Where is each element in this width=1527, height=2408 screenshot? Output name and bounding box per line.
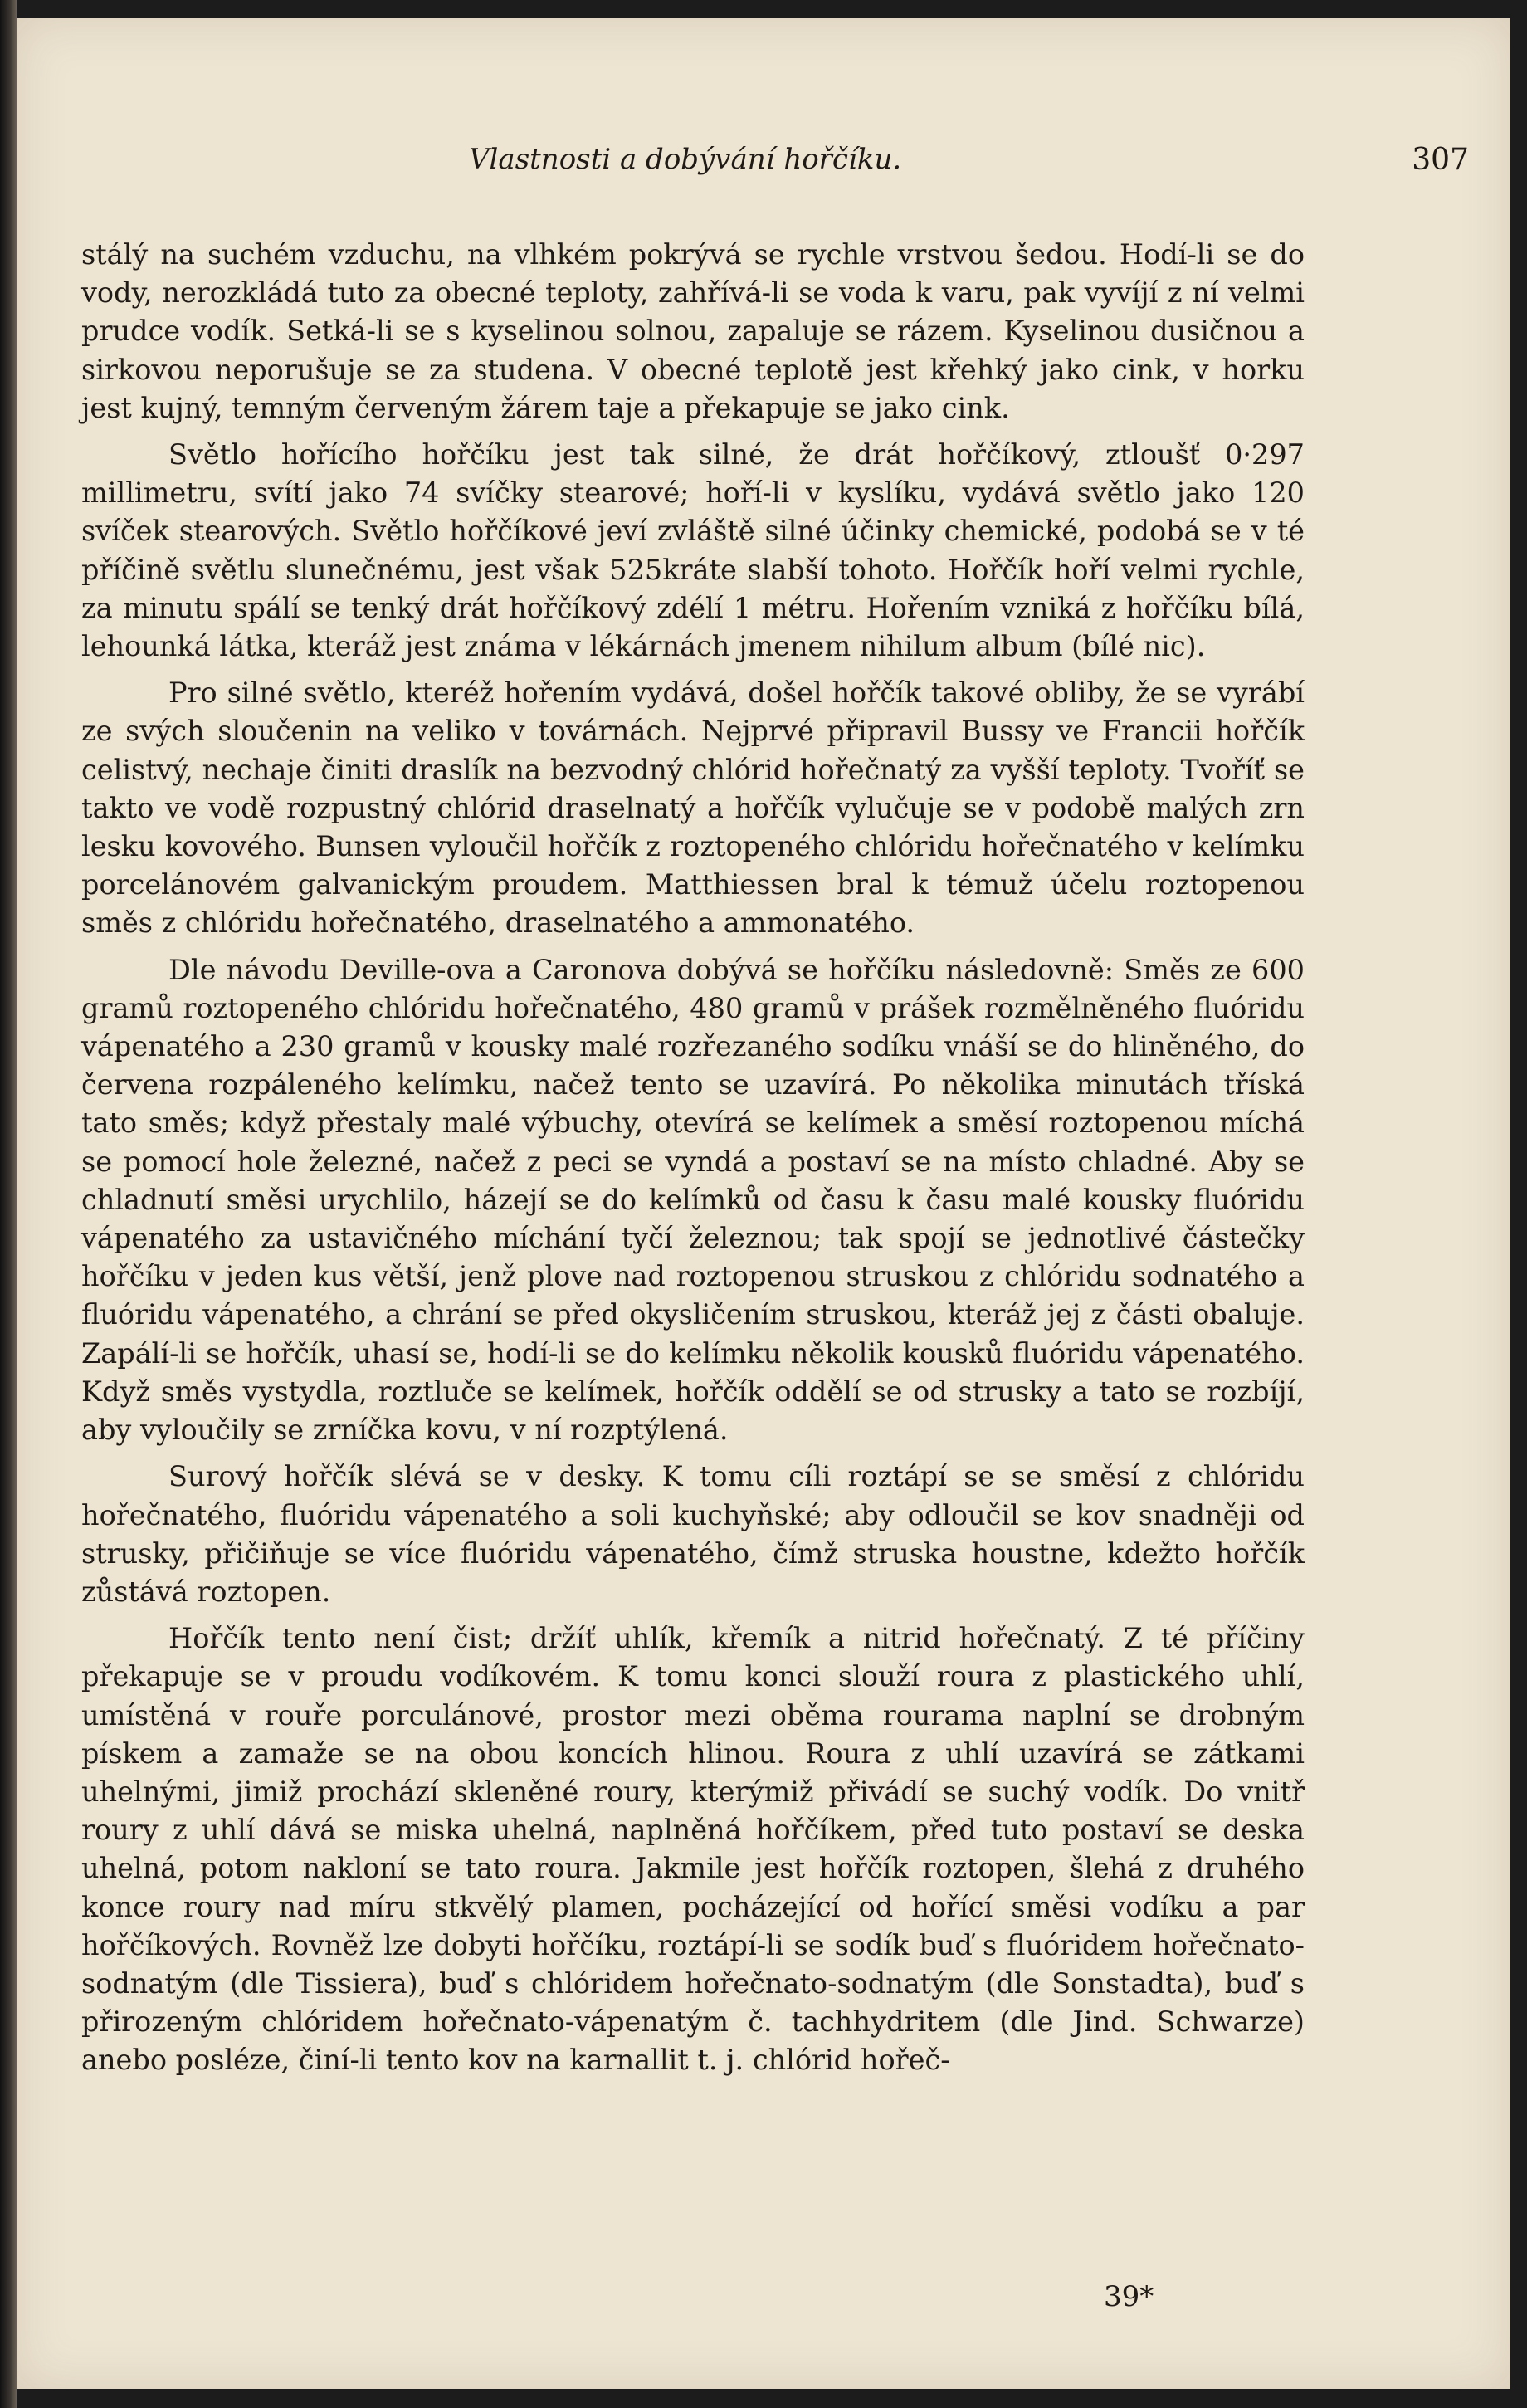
book-page: [17, 18, 1510, 2389]
paragraph-2: Světlo hořícího hořčíku jest tak silné, že drát hořčíkový, ztloušť 0·297 millimetru, svítí jako 74 svíčky stearové; hoří-li v kyslíku, vydává světlo jako 120 svíček stearových. Světlo hořčíkové jeví zvláště silné účinky chemické, podobá se v té příčině světlu slunečnému, jest však 525kráte slabší tohoto. Hořčík hoří velmi rychle, za minutu spálí se tenký drát hořčíkový zdélí 1 métru. Hořením vzniká z hořčíku bílá, lehounká látka, kteráž jest známa v lékárnách jmenem nihilum album (bílé nic).: [81, 438, 1305, 663]
paragraph-4: Dle návodu Deville-ova a Caronova dobývá se hořčíku následovně: Směs ze 600 gramů roztopeného chlóridu hořečnatého, 480 gramů v prášek rozmělněného fluóridu vápenatého a 230 gramů v kousky malé rozřezaného sodíku vnáší se do hliněného, do červena rozpáleného kelímku, načež tento se uzavírá. Po několika minutách tříská tato směs; když přestaly malé výbuchy, otevírá se kelímek a směsí roztopenou míchá se pomocí hole železné, načež z peci se vyndá a postaví se na místo chladné. Aby se chladnutí směsi urychlilo, házejí se do kelímků od času k času malé kousky fluóridu vápenatého za ustavičného míchání tyčí železnou; tak spojí se jednotlivé částečky hořčíku v jeden kus větší, jenž plove nad roztopenou struskou z chlóridu sodnatého a fluóridu vápenatého, a chrání se před okysličením struskou, kteráž jej z části obaluje. Zapálí-li se hořčík, uhasí se, hodí-li se do kelímku několik kousků fluóridu vápenatého. Když směs vystydla, roztluče se kelímek, hořčík oddělí se od strusky a tato se rozbíjí, aby vyloučily se zrníčka kovu, v ní rozptýlená.: [81, 953, 1305, 1447]
page-header: [17, 143, 1510, 193]
body-text: [81, 236, 1305, 2088]
paragraph-1: stálý na suchém vzduchu, na vlhkém pokrývá se rychle vrstvou šedou. Hodí-li se do vody, nerozkládá tuto za obecné teploty, zahřívá-li se voda k varu, pak vyvíjí z ní velmi prudce vodík. Setká-li se s kyselinou solnou, zapaluje se rázem. Kyselinou dusičnou a sirkovou neporušuje se za studena. V obecné teplotě jest křehký jako cink, v horku jest kujný, temným červeným žárem taje a překapuje se jako cink.: [81, 238, 1305, 424]
paragraph-6: Hořčík tento není čist; držíť uhlík, křemík a nitrid hořečnatý. Z té příčiny překapuje se v proudu vodíkovém. K tomu konci slouží roura z plastického uhlí, umístěná v rouře porculánové, prostor mezi oběma rourama naplní se drobným pískem a zamaže se na obou koncích hlinou. Roura z uhlí uzavírá se zátkami uhelnými, jimiž prochází skleněné roury, kterýmiž přivádí se suchý vodík. Do vnitř roury z uhlí dává se miska uhelná, naplněná hořčíkem, před tuto postaví se deska uhelná, potom nakloní se tato roura. Jakmile jest hořčík roztopen, šlehá z druhého konce roury nad míru stkvělý plamen, pocházející od hořící směsi vodíku a par hořčíkových. Rovněž lze dobyti hořčíku, roztápí-li se sodík buď s fluóridem hořečnato-sodnatým (dle Tissiera), buď s chlóridem hořečnato-sodnatým (dle Sonstadta), buď s přirozeným chlóridem hořečnato-vápenatým č. tachhydritem (dle Jind. Schwarze) anebo posléze, činí-li tento kov na karnallit t. j. chlórid hořeč-: [81, 1622, 1305, 2077]
paragraph-3: Pro silné světlo, kteréž hořením vydává, došel hořčík takové obliby, že se vyrábí ze svých sloučenin na veliko v továrnách. Nejprvé připravil Bussy ve Francii hořčík celistvý, nechaje činiti draslík na bezvodný chlórid hořečnatý za vyšší teploty. Tvoříť se takto ve vodě rozpustný chlórid draselnatý a hořčík vylučuje se v podobě malých zrn lesku kovového. Bunsen vyloučil hořčík z roztopeného chlóridu hořečnatého v kelímku porcelánovém galvanickým proudem. Matthiessen bral k témuž účelu roztopenou směs z chlóridu hořečnatého, draselnatého a ammonatého.: [81, 676, 1305, 940]
signature-mark: 39*: [1104, 2280, 1154, 2313]
paragraph-5: Surový hořčík slévá se v desky. K tomu cíli roztápí se se směsí z chlóridu hořečnatého, fluóridu vápenatého a soli kuchyňské; aby odloučil se kov snadněji od strusky, přičiňuje se více fluóridu vápenatého, čímž struska houstne, kdežto hořčík zůstává roztopen.: [81, 1460, 1305, 1608]
book-binding-edge: [0, 0, 17, 2408]
page-number: 307: [1412, 143, 1469, 177]
running-title: Vlastnosti a dobývání hořčíku.: [469, 143, 902, 176]
